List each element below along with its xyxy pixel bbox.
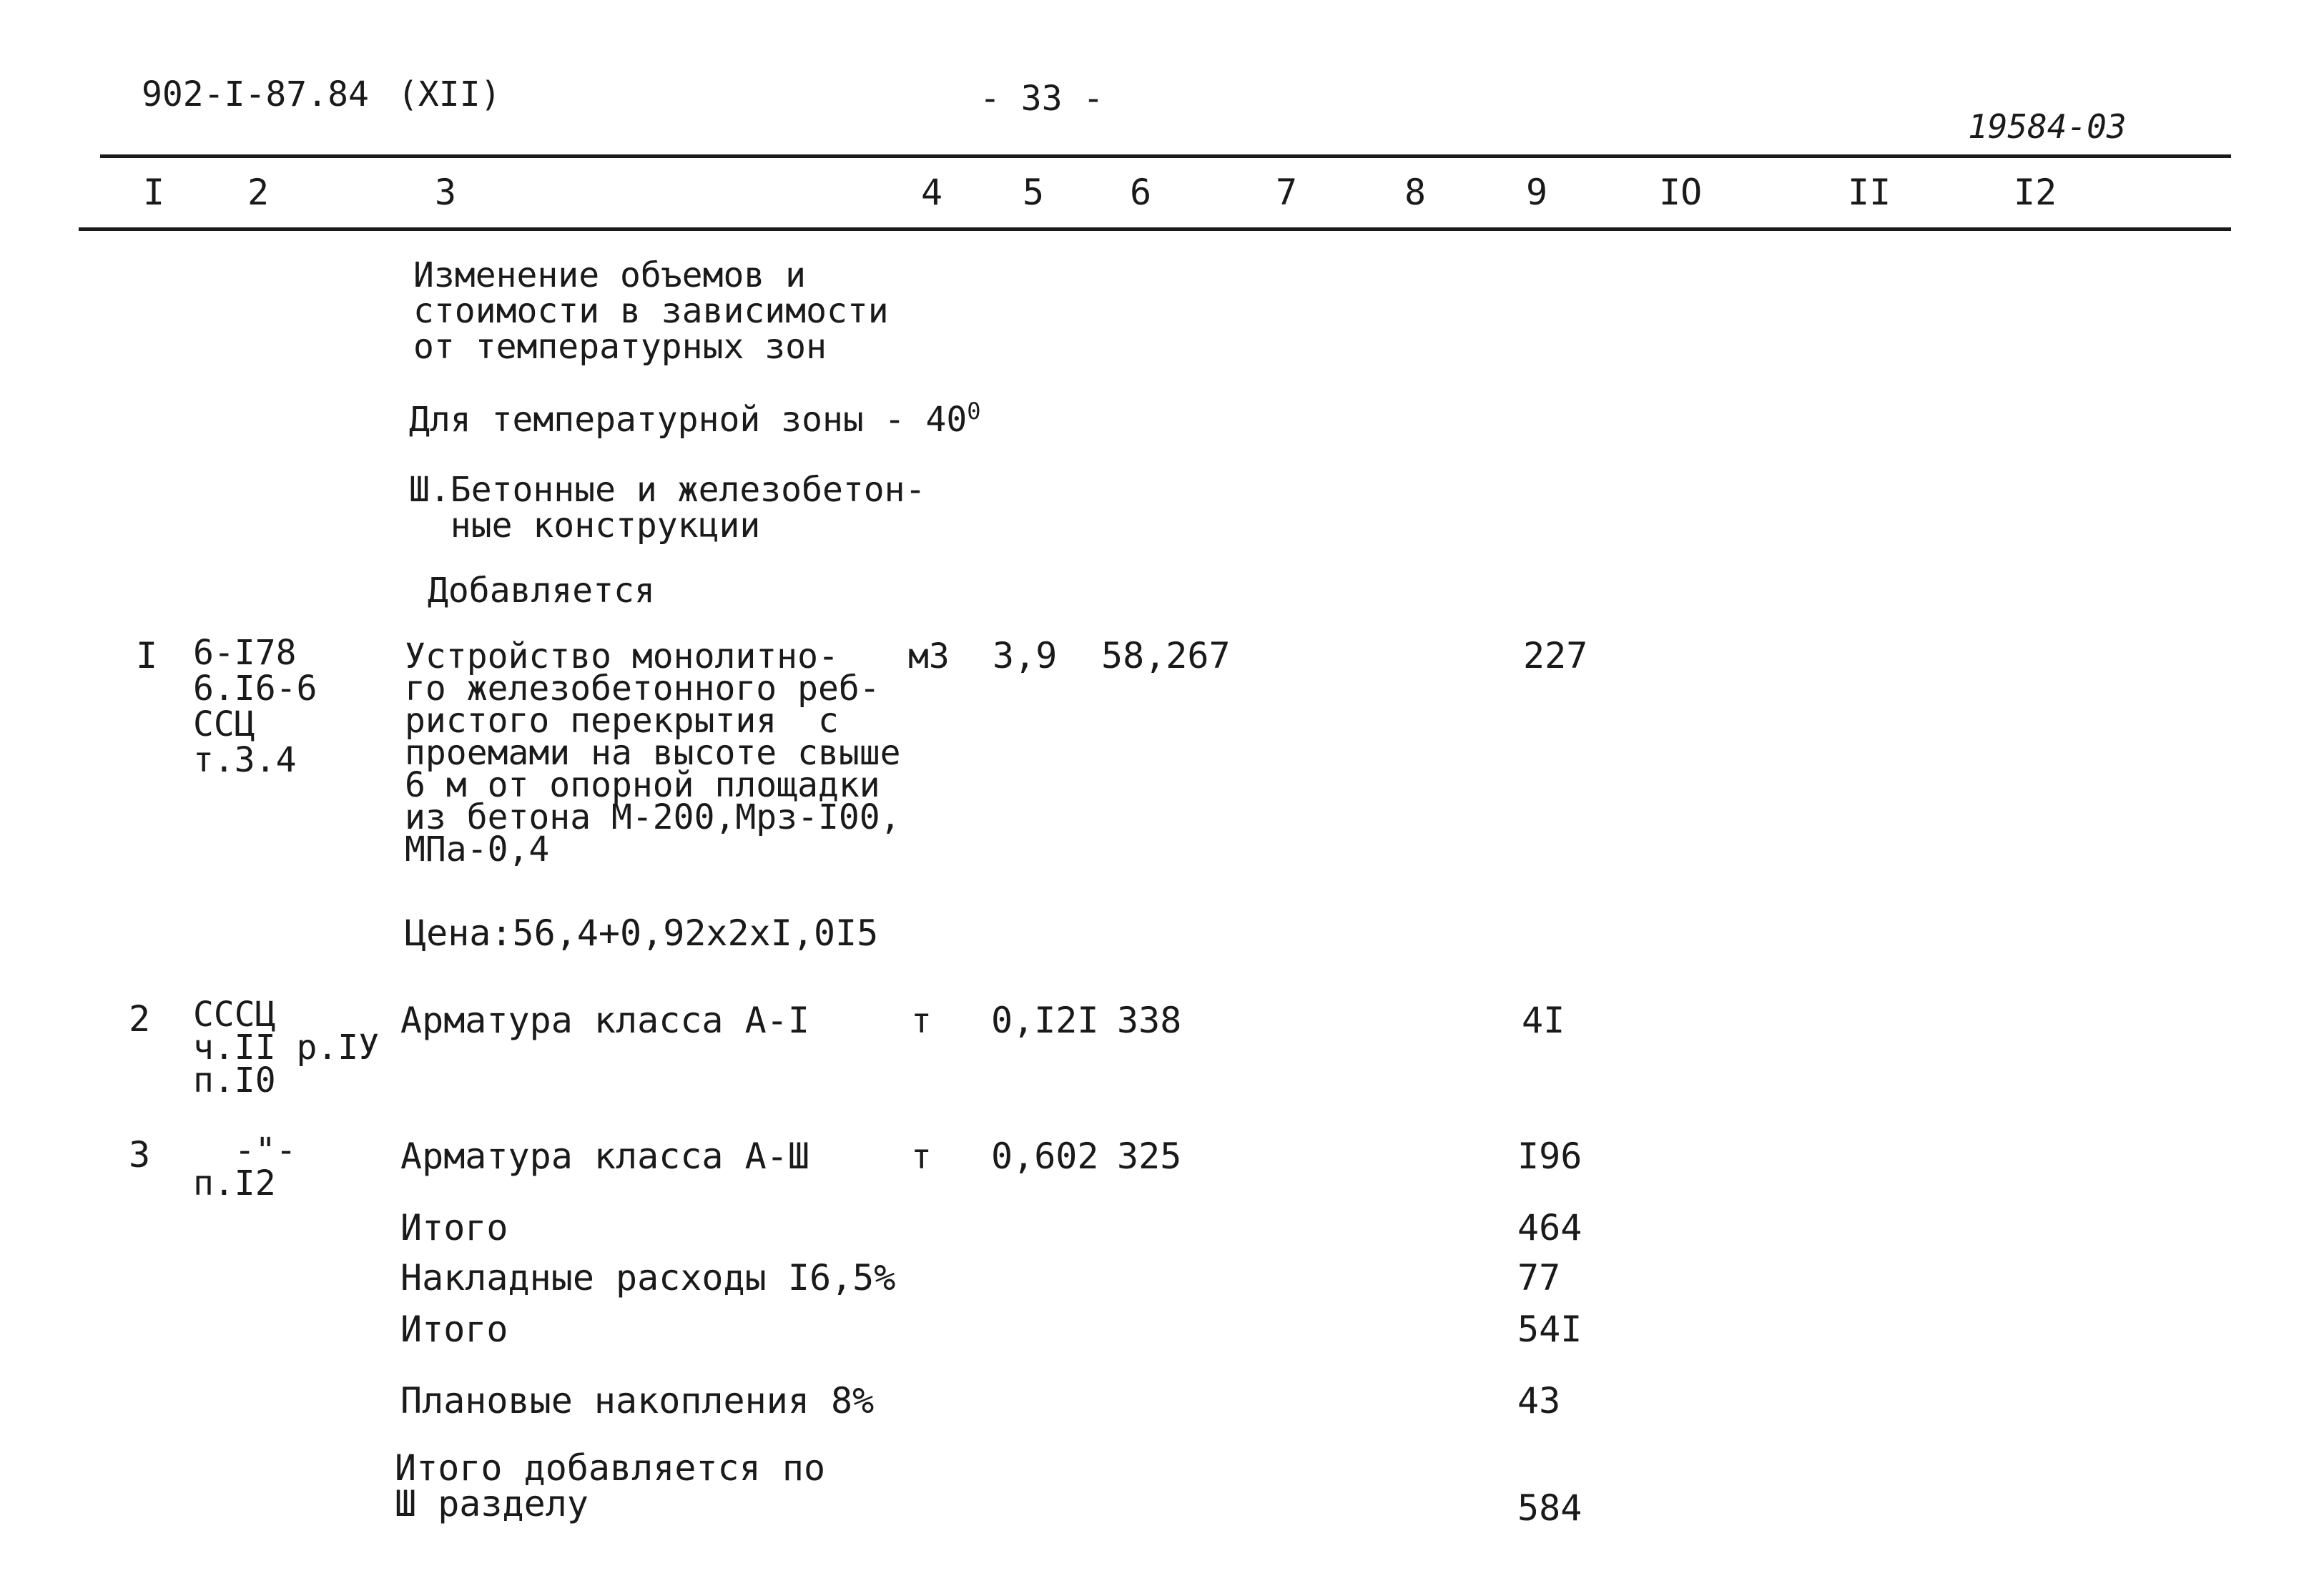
col-header-8: 8	[1404, 172, 1427, 213]
temperature-zone	[409, 398, 981, 440]
document-code: 902-I-87.84	[142, 74, 369, 114]
row-number: I	[136, 635, 158, 676]
row-number: 2	[129, 998, 151, 1040]
header-rule	[79, 227, 2231, 231]
col-header-12: I2	[2014, 172, 2057, 213]
quantity: 0,I2I	[991, 1000, 1099, 1041]
norm-code: -"- п.I2	[193, 1130, 297, 1203]
summary-value: 54I	[1517, 1309, 1582, 1350]
total-cost: I96	[1517, 1136, 1582, 1177]
col-header-5: 5	[1023, 172, 1045, 213]
total-cost: 4I	[1522, 1000, 1565, 1041]
work-description: Устройство монолитно- го железобетонного реб- ристого перекрытия с проемами на высоте свыше 6 м от опорной площадки из бетона М-200,Мрз-I00, МПа-0,4	[405, 636, 901, 870]
quantity: 0,602	[991, 1136, 1099, 1177]
quantity: 3,9	[993, 635, 1058, 676]
price-note: Цена:56,4+0,92х2хI,0I5	[405, 912, 879, 954]
total-cost: 227	[1523, 635, 1588, 676]
unit: т	[911, 1001, 932, 1041]
summary-value: 464	[1517, 1207, 1582, 1248]
registration-number: 19584-03	[1968, 107, 2127, 146]
summary-label: Итого	[400, 1309, 508, 1350]
section-title: Ш.Бетонные и железобетон- ные конструкции	[409, 470, 926, 546]
unit: м3	[908, 636, 950, 676]
col-header-6: 6	[1130, 172, 1152, 213]
col-header-1: I	[143, 172, 165, 213]
summary-value: 77	[1517, 1257, 1561, 1299]
work-description: Арматура класса А-Ш	[400, 1136, 809, 1177]
summary-label: Итого добавляется по Ш разделу	[395, 1447, 826, 1524]
col-header-2: 2	[247, 172, 270, 213]
norm-code: СССЦ ч.II р.IУ п.I0	[193, 995, 380, 1100]
intro-heading: Изменение объемов и стоимости в зависимости от температурных зон	[413, 255, 889, 367]
unit-price: 58,267	[1101, 635, 1231, 676]
summary-value: 584	[1517, 1487, 1582, 1529]
summary-label: Итого	[400, 1207, 508, 1248]
col-header-10: IO	[1659, 172, 1703, 213]
temperature-zone-label: Для температурной зоны - 40	[409, 400, 968, 440]
col-header-11: II	[1848, 172, 1891, 213]
work-description: Арматура класса А-I	[400, 1000, 809, 1041]
summary-value: 43	[1517, 1380, 1561, 1422]
unit: т	[911, 1137, 932, 1177]
summary-label: Плановые накопления 8%	[400, 1380, 875, 1422]
col-header-9: 9	[1526, 172, 1548, 213]
col-header-4: 4	[921, 172, 943, 213]
unit-price: 325	[1117, 1136, 1182, 1177]
added-label: Добавляется	[428, 571, 655, 611]
norm-code: 6-I78 6.I6-6 ССЦ т.3.4	[193, 633, 317, 780]
col-header-7: 7	[1276, 172, 1298, 213]
top-rule	[100, 154, 2231, 158]
page-number: - 33 -	[980, 79, 1104, 119]
degree-mark: 0	[967, 398, 981, 425]
summary-label: Накладные расходы I6,5%	[400, 1257, 896, 1299]
section-code: (XII)	[398, 74, 501, 114]
unit-price: 338	[1117, 1000, 1182, 1041]
row-number: 3	[129, 1134, 151, 1176]
col-header-3: 3	[435, 172, 457, 213]
